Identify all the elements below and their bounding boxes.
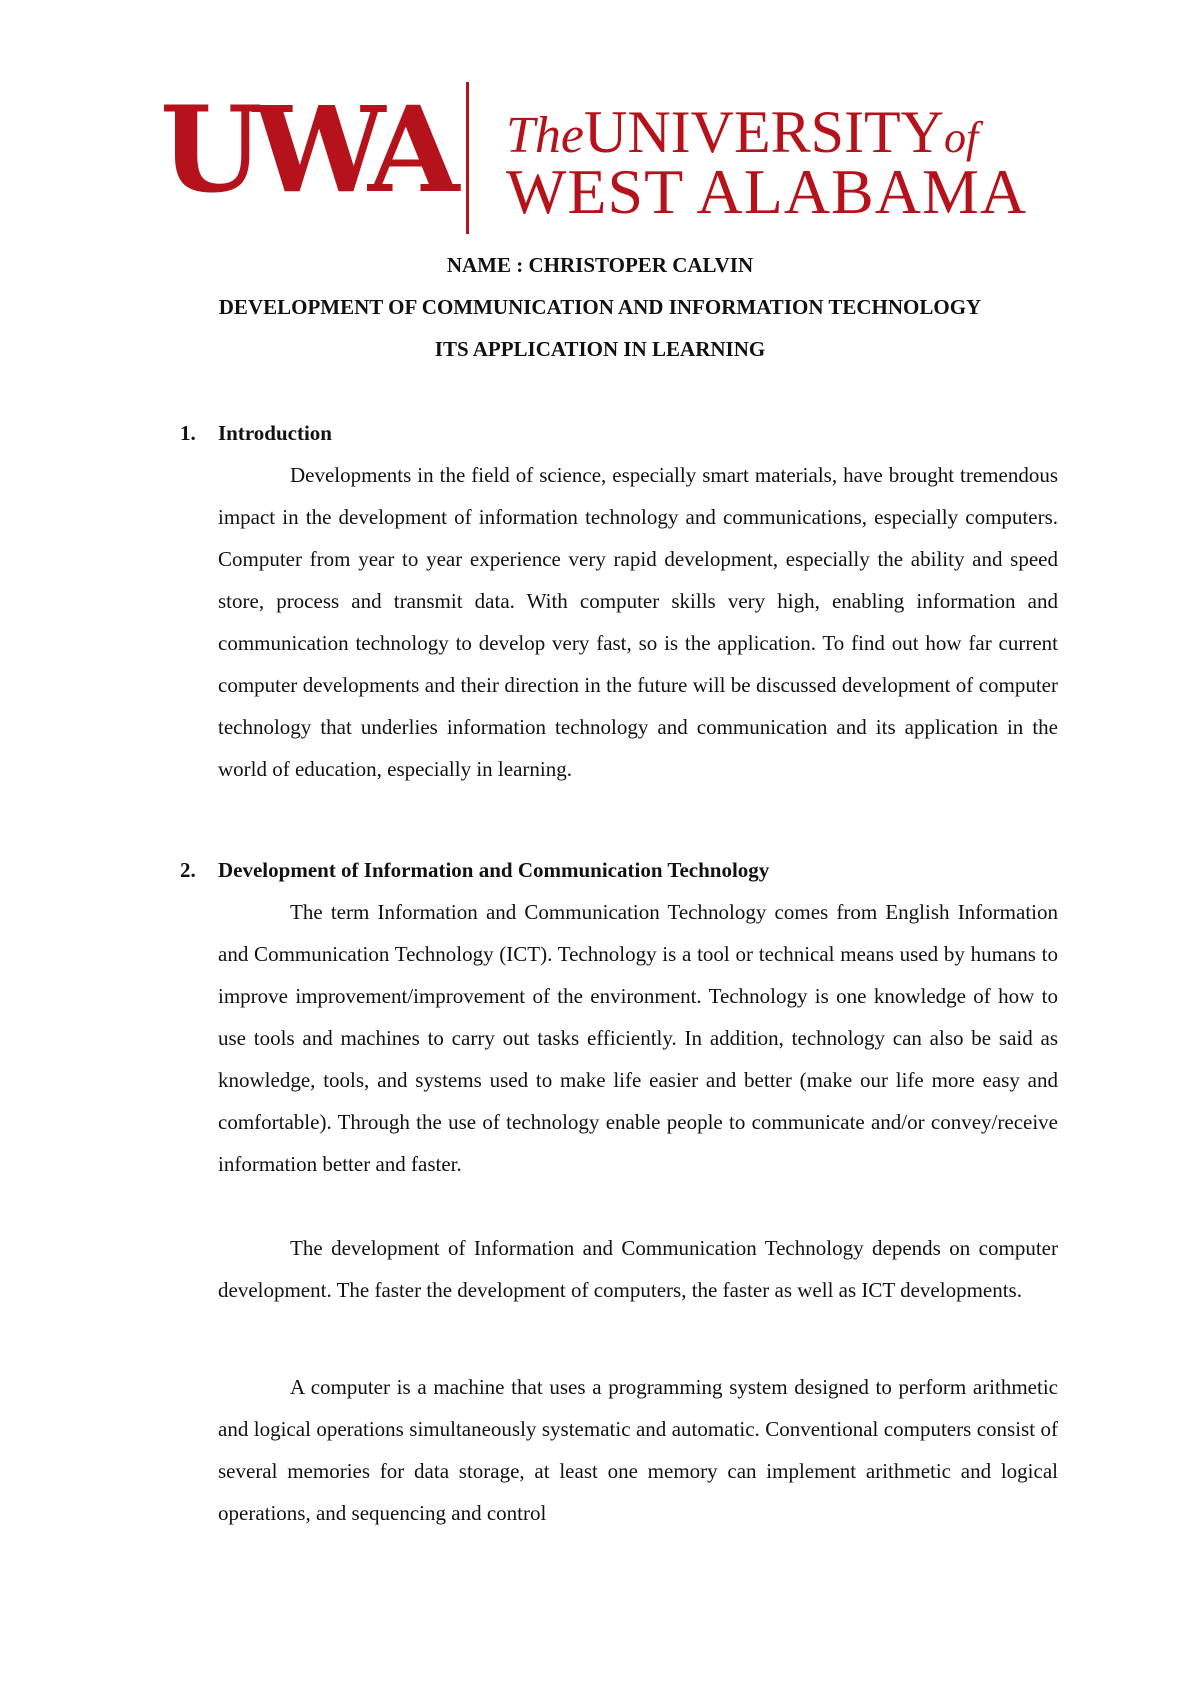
section-heading-ict-development: [180, 855, 769, 885]
document-title: DEVELOPMENT OF COMMUNICATION AND INFORMATION TECHNOLOGY: [218, 295, 982, 319]
section-number: 2.: [180, 858, 196, 882]
logo-the: The: [506, 107, 584, 164]
logo-abbreviation: UWA: [160, 80, 450, 219]
section-heading-introduction: [180, 418, 332, 448]
document-subtitle: ITS APPLICATION IN LEARNING: [434, 337, 766, 361]
paragraph: The development of Information and Communication Technology depends on computer development. The faster the development of computers, the faster as well as ICT developments.: [218, 1236, 1058, 1302]
section-title: Development of Information and Communication Technology: [218, 858, 770, 882]
logo-university: UNIVERSITY: [584, 99, 944, 165]
paragraph: The term Information and Communication Technology comes from English Information and Communication Technology (ICT). Technology is a tool or technical means used by humans to improve improvement/improvement of the environment. Technology is one knowledge of how to use tools and machines to carry out tasks efficiently. In addition, technology can also be said as knowledge, tools, and systems used to make life easier and better (make our life more easy and comfortable). Through the use of technology enable people to communicate and/or convey/receive information better and faster.: [218, 900, 1058, 1176]
paragraph: Developments in the field of science, especially smart materials, have brought tremendous impact in the development of information technology and communications, especially computers. Computer from year to year experience very rapid development, especially the ability and speed store, process and transmit data. With computer skills very high, enabling information and communication technology to develop very fast, so is the application. To find out how far current computer developments and their direction in the future will be discussed development of computer technology that underlies information technology and communication and its application in the world of education, especially in learning.: [218, 463, 1058, 781]
section-title: Introduction: [218, 421, 332, 445]
logo-line-2: WEST ALABAMA: [506, 156, 1028, 227]
logo-of: of: [943, 113, 979, 162]
section-number: 1.: [180, 421, 196, 445]
paragraph: A computer is a machine that uses a programming system designed to perform arithmetic and logical operations simultaneously systematic and automatic. Conventional computers consist of several memories for data storage, at least one memory can implement arithmetic and logical operations, and sequencing and control: [218, 1375, 1058, 1525]
logo-divider: [466, 82, 469, 234]
university-logo: [160, 80, 1028, 234]
author-name: NAME : CHRISTOPER CALVIN: [446, 253, 754, 277]
